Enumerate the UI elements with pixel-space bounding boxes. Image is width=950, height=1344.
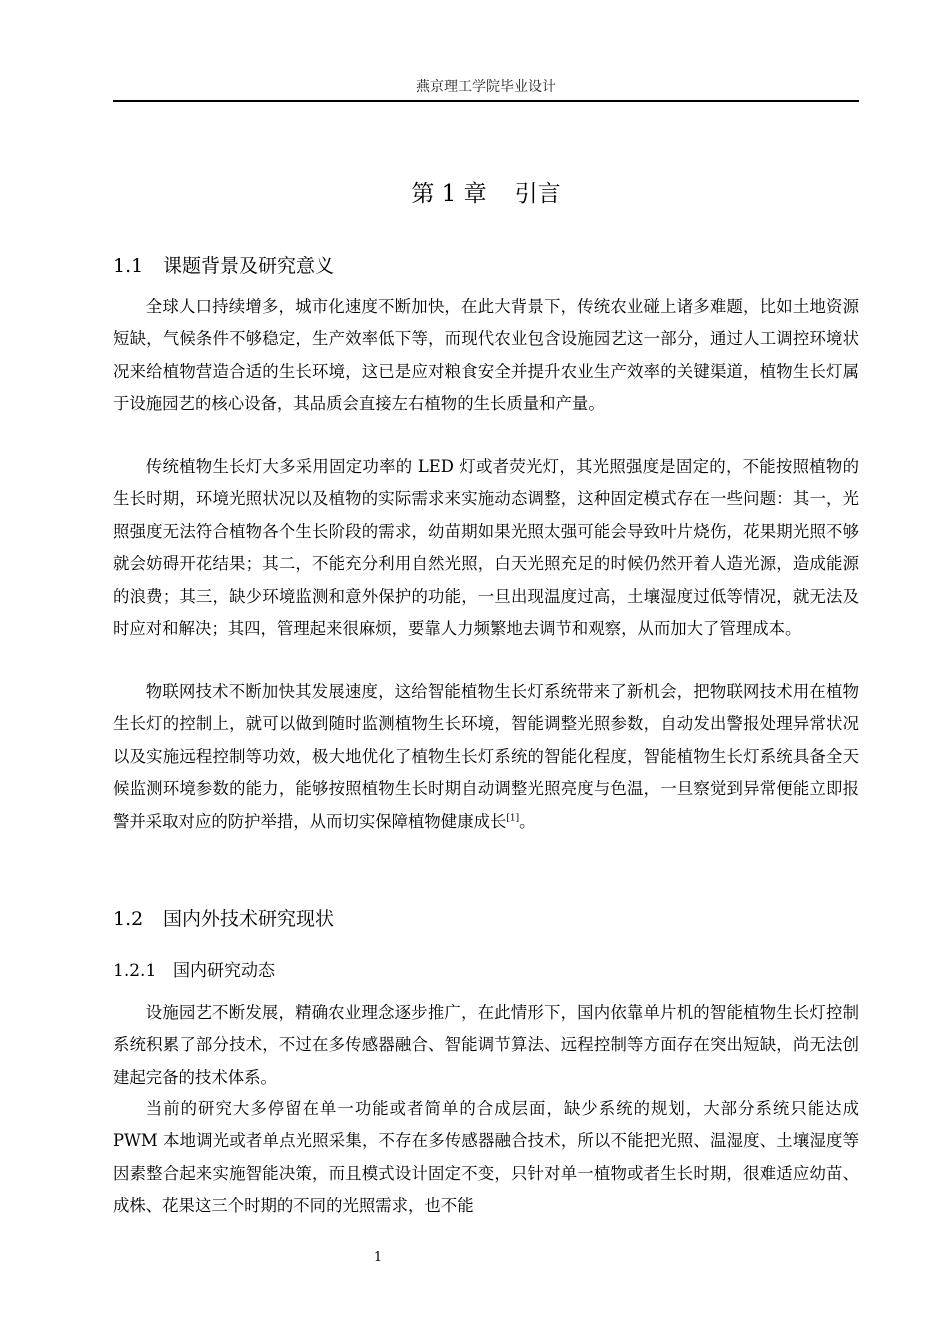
paragraph-3-text: 物联网技术不断加快其发展速度，这给智能植物生长灯系统带来了新机会，把物联网技术用在植物生长灯的控制上，就可以做到随时监测植物生长环境，智能调整光照参数，自动发出警报处理异常状况以及实施远程控制等功效，极大地优化了植物生长灯系统的智能化程度，智能植物生长灯系统具备全天候监测环境参数的能力，能够按照植物生长时期自动调整光照亮度与色温，一旦察觉到异常便能立即报警并采取对应的防护举措，从而切实保障植物健康成长 — [113, 682, 859, 831]
header-divider — [113, 100, 859, 102]
paragraph-3 — [113, 676, 859, 838]
paragraph-3-end: 。 — [519, 811, 536, 831]
paragraph-5: 当前的研究大多停留在单一功能或者简单的合成层面，缺少系统的规划，大部分系统只能达成 PWM 本地调光或者单点光照采集，不存在多传感器融合技术，所以不能把光照、温湿度、土壤湿度等因素整合起来实施智能决策，而且模式设计固定不变，只针对单一植物或者生长时期，很难适应幼苗、成株、花果这三个时期的不同的光照需求，也不能 — [113, 1099, 859, 1216]
section-title: 课题背景及研究意义 — [163, 255, 335, 277]
running-header: 燕京理工学院毕业设计 — [416, 79, 556, 95]
chapter-title — [113, 178, 859, 210]
paragraph-1: 全球人口持续增多，城市化速度不断加快，在此大背景下，传统农业碰上诸多难题，比如土地资源短缺，气候条件不够稳定，生产效率低下等，而现代农业包含设施园艺这一部分，通过人工调控环境状况来给植物营造合适的生长环境，这已是应对粮食安全并提升农业生产效率的关键渠道，植物生长灯属于设施园艺的核心设备，其品质会直接左右植物的生长质量和产量。 — [113, 297, 859, 414]
paragraph-2: 传统植物生长灯大多采用固定功率的 LED 灯或者荧光灯，其光照强度是固定的，不能按照植物的生长时期，环境光照状况以及植物的实际需求来实施动态调整，这种固定模式存在一些问题：其一，光照强度无法符合植物各个生长阶段的需求，幼苗期如果光照太强可能会导致叶片烧伤，花果期光照不够就会妨碍开花结果；其二，不能充分利用自然光照，白天光照充足的时候仍然开着人造光源，造成能源的浪费；其三，缺少环境监测和意外保护的功能，一旦出现温度过高，土壤湿度过低等情况，就无法及时应对和解决；其四，管理起来很麻烦，要靠人力频繁地去调节和观察，从而加大了管理成本。 — [113, 457, 859, 639]
subsection-heading-1-2-1 — [113, 959, 275, 983]
chapter-number: 第 1 章 — [411, 181, 487, 207]
citation-marker: [1] — [506, 813, 520, 824]
section-heading-1-1 — [113, 253, 334, 279]
section-number: 1.2 — [113, 908, 144, 930]
section-number: 1.1 — [113, 255, 144, 277]
page-number: 1 — [373, 1250, 383, 1265]
subsection-title: 国内研究动态 — [173, 961, 275, 981]
paragraph-4: 设施园艺不断发展，精确农业理念逐步推广，在此情形下，国内依靠单片机的智能植物生长灯控制系统积累了部分技术，不过在多传感器融合、智能调节算法、远程控制等方面存在突出短缺，尚无法创建起完备的技术体系。 — [113, 1003, 859, 1087]
section-heading-1-2 — [113, 906, 334, 932]
subsection-number: 1.2.1 — [113, 961, 157, 981]
chapter-name: 引言 — [514, 181, 561, 207]
section-title: 国内外技术研究现状 — [163, 908, 335, 930]
